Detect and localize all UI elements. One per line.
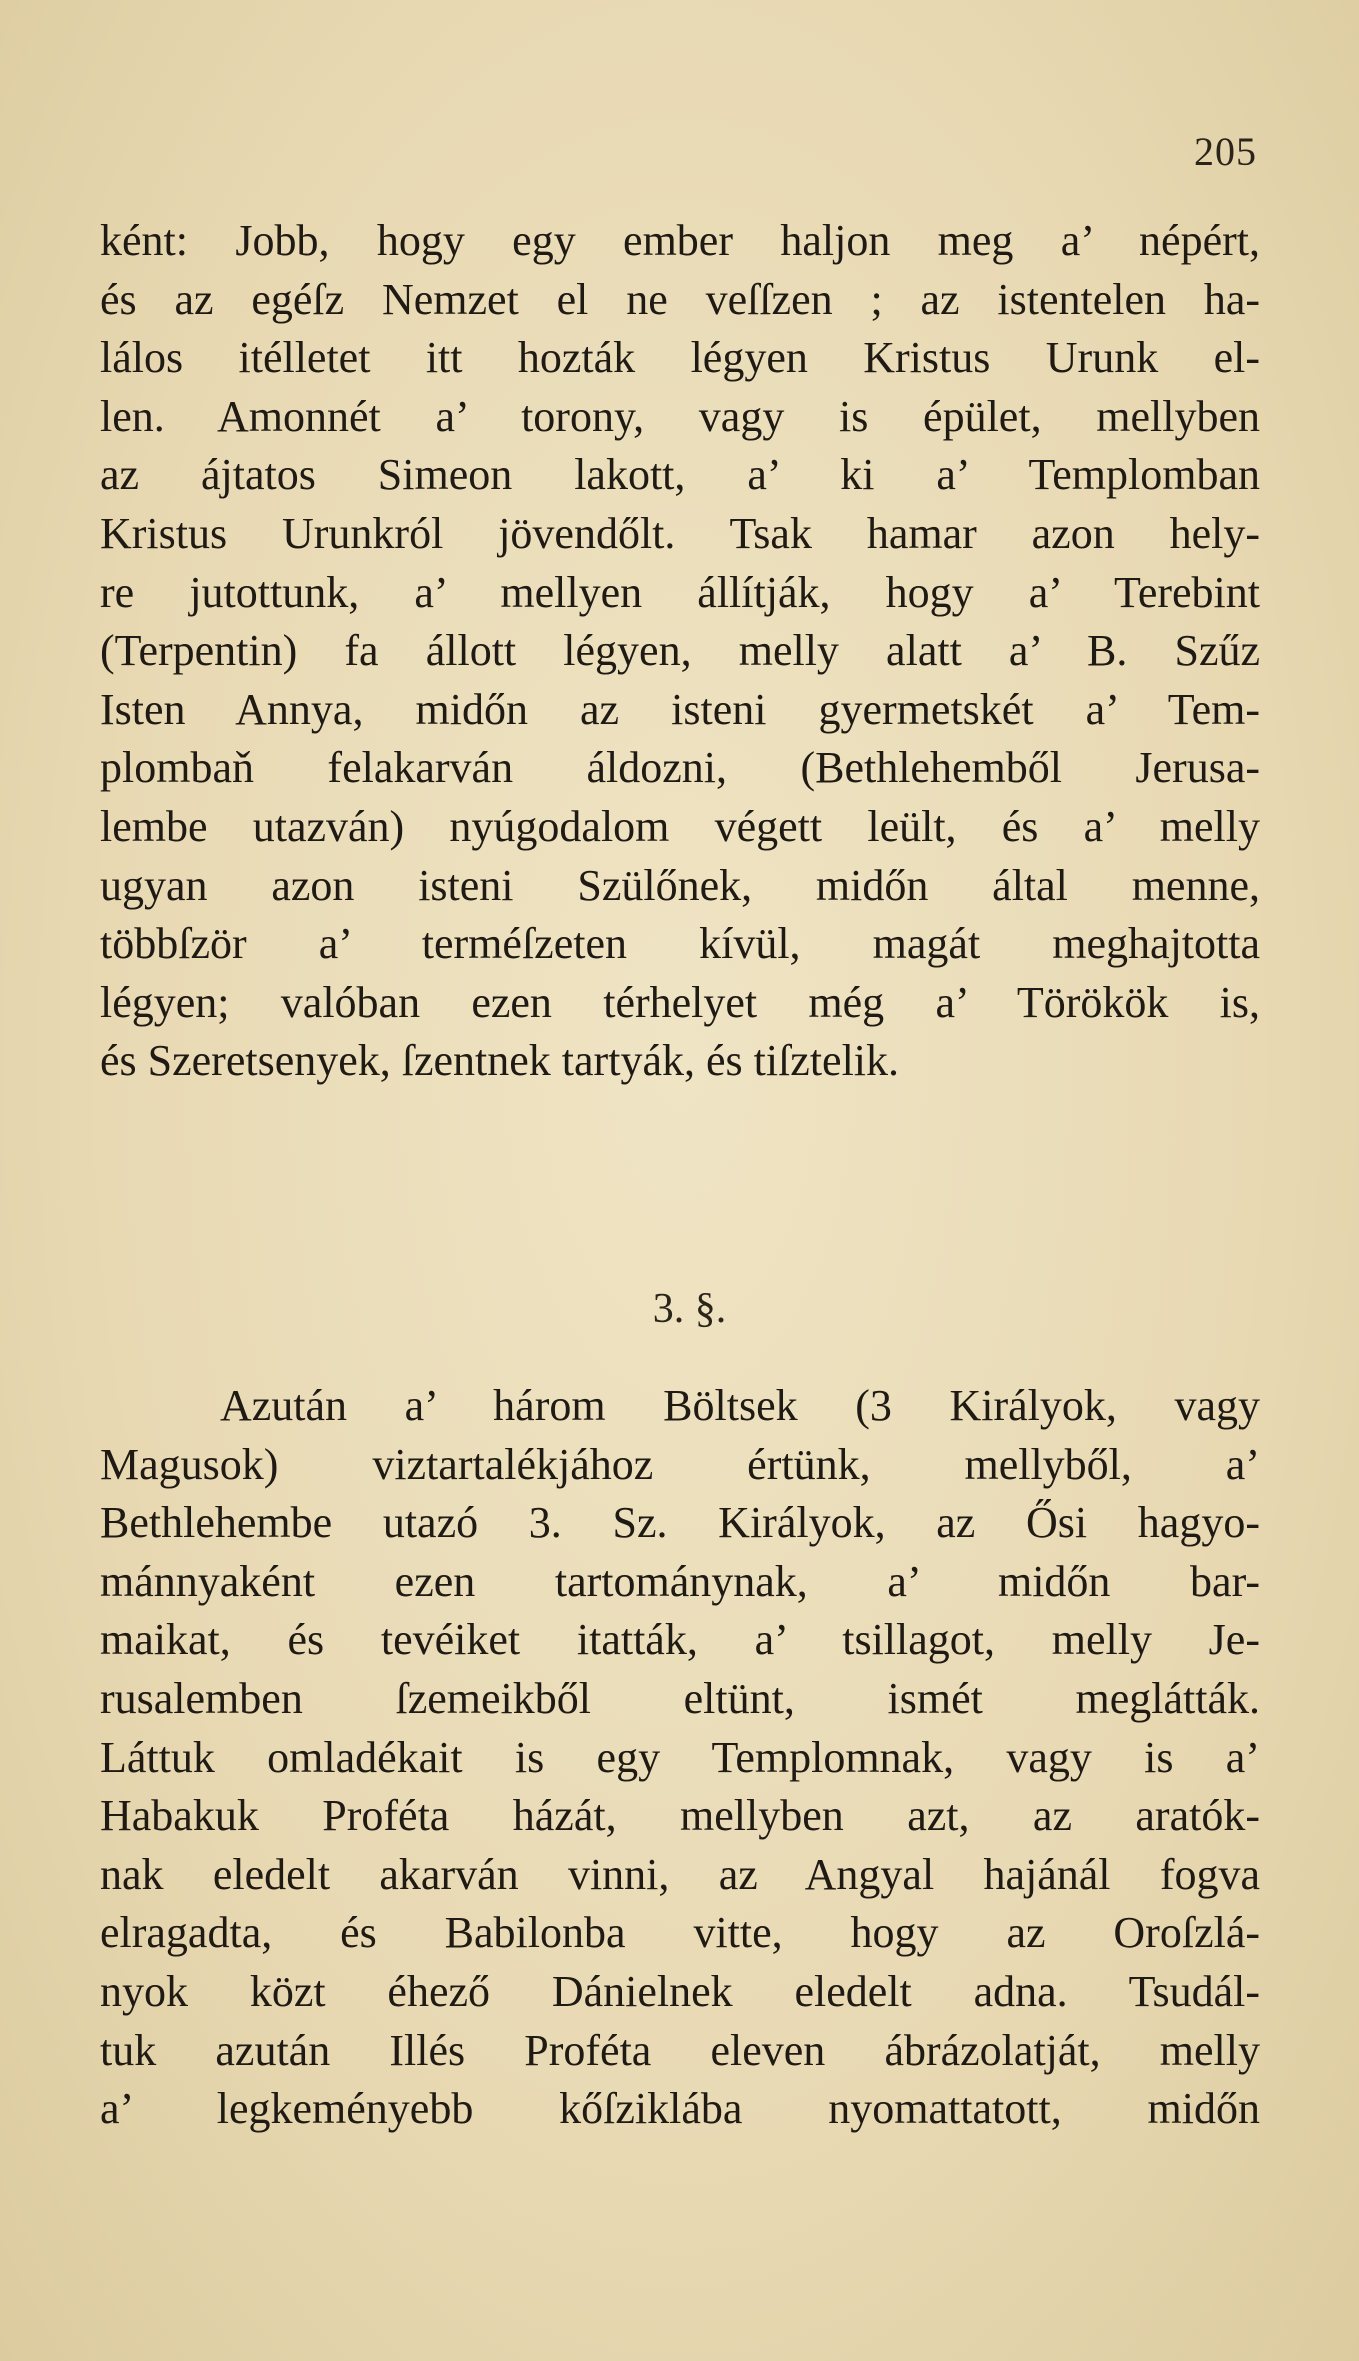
text-line: az ájtatos Simeon lakott, a’ ki a’ Templomban xyxy=(100,450,1260,500)
text-line: re jutottunk, a’ mellyen állítják, hogy a’ Terebint xyxy=(100,567,1260,617)
text-line: nak eledelt akarván vinni, az Angyal hajánál fogva xyxy=(100,1849,1260,1899)
text-line: elragadta, és Babilonba vitte, hogy az Oroſzlá- xyxy=(100,1908,1260,1958)
text-line: és az egéſz Nemzet el ne veſſzen ; az istentelen ha- xyxy=(100,274,1260,324)
paragraph-2 xyxy=(100,1377,1260,2139)
text-line: Azután a’ három Böltsek (3 Királyok, vagy xyxy=(220,1381,1260,1430)
text-line: ként: Jobb, hogy egy ember haljon meg a’ népért, xyxy=(100,216,1260,265)
text-line: nyok közt éhező Dánielnek eledelt adna. Tsudál- xyxy=(100,1966,1260,2016)
text-line: légyen; valóban ezen térhelyet még a’ Törökök is, xyxy=(100,977,1260,1027)
text-line: maikat, és tevéiket itatták, a’ tsillagot, melly Je- xyxy=(100,1615,1260,1665)
text-line: mánnyaként ezen tartománynak, a’ midőn bar- xyxy=(100,1556,1260,1606)
text-line: Magusok) viztartalékjához értünk, mellyből, a’ xyxy=(100,1439,1260,1489)
text-line: Habakuk Proféta házát, mellyben azt, az aratók- xyxy=(100,1791,1260,1841)
text-line: lembe utazván) nyúgodalom végett leült, és a’ melly xyxy=(100,801,1260,851)
text-line: (Terpentin) fa állott légyen, melly alatt a’ B. Szűz xyxy=(100,626,1260,676)
text-line: tuk azután Illés Proféta eleven ábrázolatját, melly xyxy=(100,2025,1260,2075)
text-line: Kristus Urunkról jövendőlt. Tsak hamar azon hely- xyxy=(100,508,1260,558)
page-number: 205 xyxy=(1194,129,1257,174)
section-heading: 3. §. xyxy=(652,1286,727,1332)
text-line: és Szeretsenyek, ſzentnek tartyák, és tiſztelik. xyxy=(100,1036,900,1086)
paragraph-1 xyxy=(100,212,1260,1091)
text-line: rusalemben ſzemeikből eltünt, ismét meglátták. xyxy=(100,1673,1260,1723)
text-line: ugyan azon isteni Szülőnek, midőn által menne, xyxy=(100,860,1260,910)
text-line: plombaň felakarván áldozni, (Bethlehemből Jerusa- xyxy=(100,743,1260,793)
text-line: többſzör a’ terméſzeten kívül, magát meghajtotta xyxy=(100,919,1260,969)
text-line: len. Amonnét a’ torony, vagy is épület, mellyben xyxy=(100,391,1260,441)
text-line: lálos itélletet itt hozták légyen Kristus Urunk el- xyxy=(100,333,1260,383)
text-line: Láttuk omladékait is egy Templomnak, vagy is a’ xyxy=(100,1732,1260,1782)
text-line: a’ legkeményebb kőſziklába nyomattatott, midőn xyxy=(100,2084,1260,2134)
text-line: Bethlehembe utazó 3. Sz. Királyok, az Ősi hagyo- xyxy=(100,1498,1260,1548)
text-line: Isten Annya, midőn az isteni gyermetskét a’ Tem- xyxy=(100,684,1260,734)
